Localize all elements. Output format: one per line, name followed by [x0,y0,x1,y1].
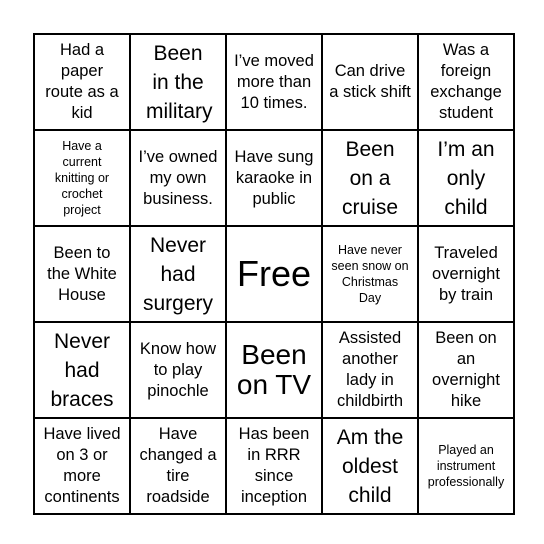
bingo-cell [418,34,514,130]
bingo-cell [34,226,130,322]
cell-text: Have never seen snow on Christmas Day [331,243,409,305]
cell-text: I’m an only child [437,137,495,219]
bingo-cell [34,34,130,130]
bingo-cell [418,322,514,418]
bingo-cell [226,34,322,130]
cell-text: Has been in RRR since inception [238,425,310,506]
bingo-cell [418,226,514,322]
bingo-cell [130,418,226,514]
bingo-cell [34,130,130,226]
bingo-cell [322,130,418,226]
cell-text: Played an instrument professionally [427,443,505,489]
bingo-cell [322,226,418,322]
bingo-cell [418,418,514,514]
bingo-cell [226,418,322,514]
cell-text: Know how to play pinochle [139,339,217,400]
bingo-cell [322,34,418,130]
cell-text: Been on a cruise [341,137,399,219]
bingo-free-cell [226,226,322,322]
cell-text: Assisted another lady in childbirth [336,329,404,410]
bingo-cell [322,418,418,514]
cell-text: Been on an overnight hike [432,329,500,410]
bingo-cell [322,322,418,418]
bingo-grid [33,33,515,515]
cell-text: Never had surgery [142,233,214,315]
bingo-cell [130,34,226,130]
cell-text: Had a paper route as a kid [45,41,119,122]
cell-text: Never had braces [50,329,114,411]
cell-text: I’ve owned my own business. [138,147,218,208]
cell-text: Been on TV [236,339,312,400]
cell-text: I’ve moved more than 10 times. [234,51,314,112]
bingo-cell [130,226,226,322]
bingo-cell [130,322,226,418]
cell-text: Have changed a tire roadside [139,425,217,506]
cell-text: Have a current knitting or crochet project [54,139,110,217]
cell-text: Free [236,253,312,294]
cell-text: Was a foreign exchange student [430,41,502,122]
bingo-cell [226,322,322,418]
bingo-cell [226,130,322,226]
bingo-cell [418,130,514,226]
bingo-cell [130,130,226,226]
cell-text: Been in the military [146,41,213,123]
cell-text: Have sung karaoke in public [234,147,314,208]
bingo-cell [34,418,130,514]
cell-text: Been to the White House [47,243,117,304]
cell-text: Traveled overnight by train [432,243,500,304]
cell-text: Am the oldest child [336,425,404,507]
bingo-cell [34,322,130,418]
cell-text: Have lived on 3 or more continents [43,425,121,506]
cell-text: Can drive a stick shift [329,62,411,101]
